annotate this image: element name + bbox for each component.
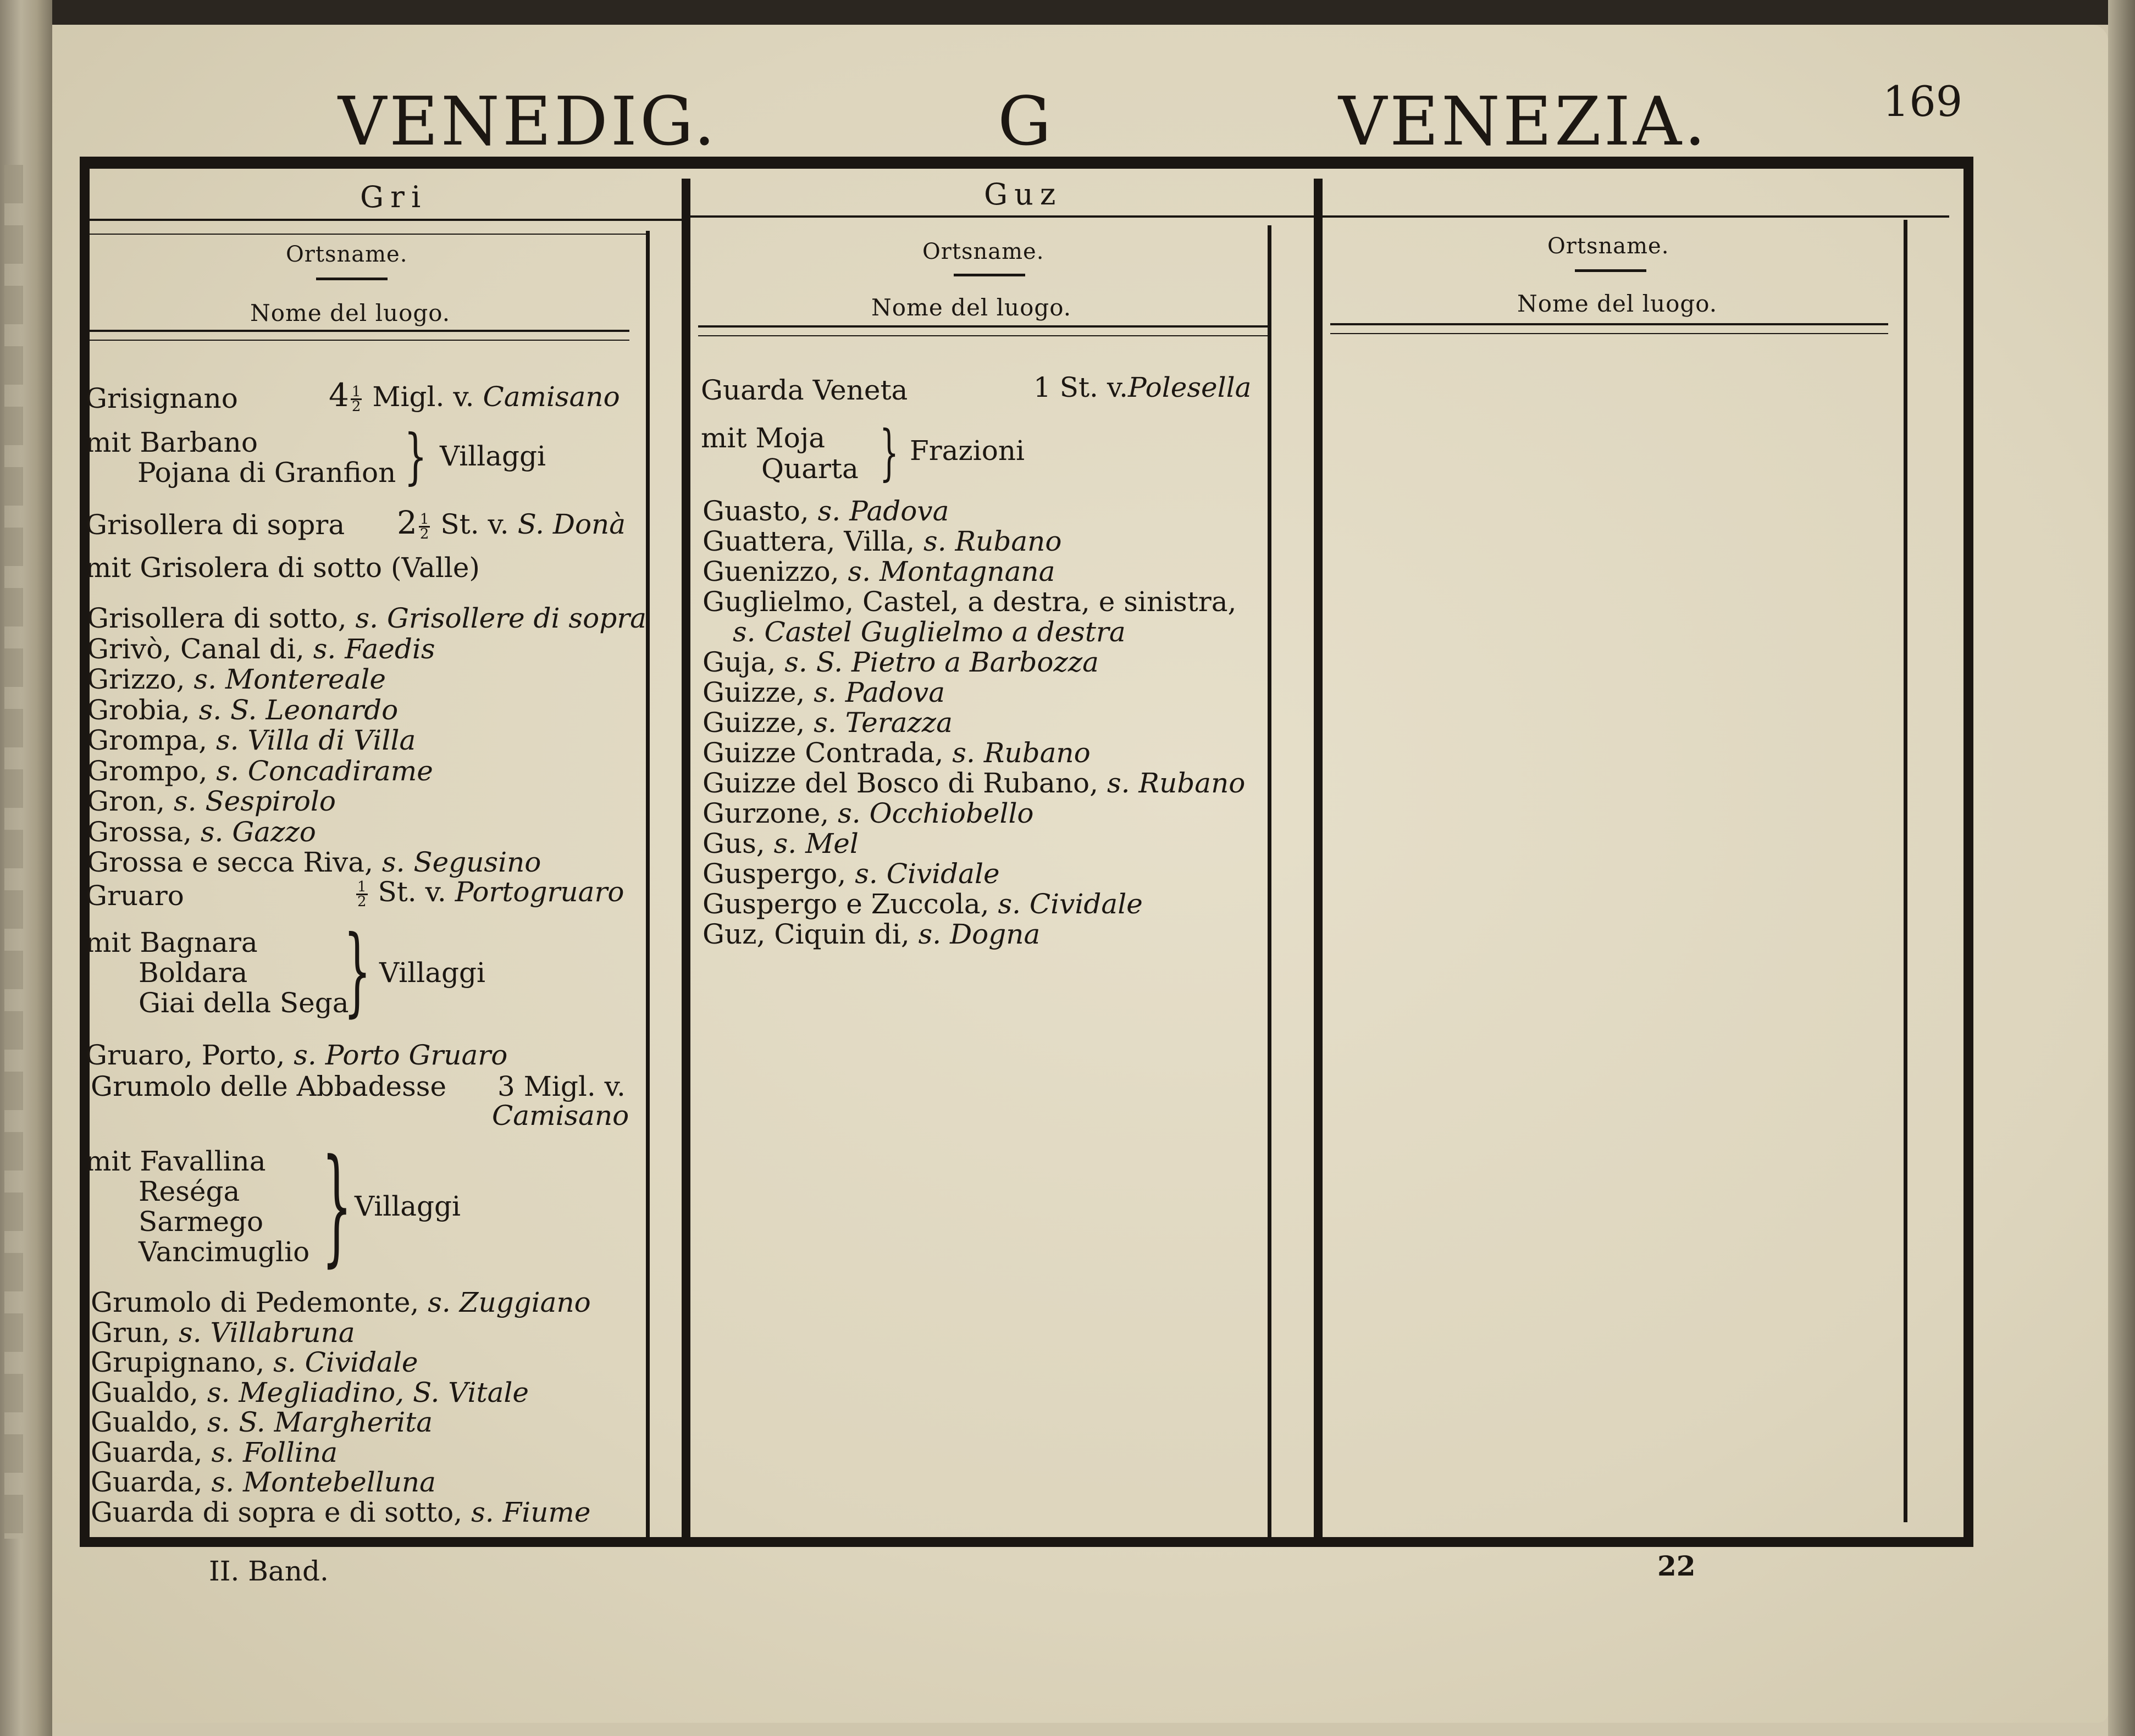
entry-name: Guglielmo, Castel, a destra, e sinistra, [703, 586, 1237, 618]
entry-row [91, 1496, 591, 1528]
group-label: Frazioni [910, 435, 1025, 467]
entry-row [703, 676, 945, 708]
entry-name: Guz, Ciquin di, [703, 918, 910, 950]
fraction-numerator: 1 [357, 878, 367, 895]
group-item: Moja [755, 422, 826, 454]
column-3-short-rule [1575, 269, 1646, 272]
see-abbrev: s. [313, 633, 336, 665]
entry-row [703, 830, 859, 857]
entry-grisollera-sopra-distance [397, 504, 626, 542]
entry-name: Grossa e secca Riva, [87, 846, 373, 878]
mit-label: mit [85, 426, 131, 458]
entry-row [87, 696, 398, 724]
mit-label: mit [701, 422, 747, 454]
page-number: 169 [1883, 77, 1963, 126]
see-abbrev: s. [814, 676, 837, 708]
entry-name: Guarda di sopra e di sotto, [91, 1496, 463, 1528]
entry-row [91, 1408, 433, 1436]
entry-reference: Rubano [983, 737, 1091, 769]
entry-reference: Villabruna [210, 1316, 355, 1349]
distance-fraction [419, 513, 430, 541]
book-right-edge [2108, 0, 2135, 1736]
see-abbrev: s. [838, 797, 861, 829]
distance-whole: 4 [329, 376, 349, 414]
see-abbrev: s. [381, 846, 405, 878]
column-3-rule-b [1330, 333, 1888, 334]
group-label: Villaggi [355, 1190, 461, 1222]
entry-grumolo-place: Camisano [492, 1100, 629, 1132]
see-abbrev: s. [215, 724, 239, 756]
header-right-title: VENEZIA. [1338, 82, 1708, 160]
entry-reference: S. Pietro a Barbozza [816, 646, 1099, 678]
entry-reference: Zuggiano [459, 1286, 591, 1318]
entry-row [703, 769, 1245, 797]
distance-unit: 1 St. v. [1033, 371, 1129, 403]
entry-row [91, 1468, 436, 1496]
inner-divider-2 [1268, 225, 1271, 1541]
column-3-nome: Nome del luogo. [1517, 290, 1718, 317]
see-abbrev: s. [814, 707, 837, 739]
entry-reference: Mel [805, 828, 859, 859]
entry-row [703, 739, 1091, 767]
entry-row [87, 818, 316, 846]
see-abbrev: s. [179, 1316, 202, 1349]
see-abbrev: s. [733, 616, 756, 648]
column-1-rule-a [88, 330, 629, 332]
header-left-title: VENEDIG. [338, 82, 718, 160]
column-1-nome: Nome del luogo. [250, 299, 451, 326]
see-abbrev: s. [211, 1436, 235, 1468]
see-abbrev: s. [216, 755, 239, 787]
distance-whole: 2 [397, 504, 417, 541]
entry-name: Grobia, [87, 694, 190, 726]
entry-name: Gron, [87, 785, 165, 817]
entry-reference: Gazzo [232, 816, 316, 848]
entry-name: Gualdo, [91, 1406, 198, 1438]
entry-name: Guarda, [91, 1436, 203, 1468]
entry-row [87, 757, 433, 785]
column-1-ortsname: Ortsname. [286, 242, 408, 267]
entry-name: Guspergo, [703, 858, 847, 890]
entry-row [733, 618, 1126, 646]
entry-reference: Occhiobello [869, 797, 1034, 829]
entry-name: Gruaro, Porto, [85, 1039, 285, 1071]
see-abbrev: s. [193, 663, 217, 695]
group-item: Sarmego [139, 1206, 264, 1238]
footer-signature: 22 [1657, 1550, 1696, 1582]
group-item: Pojana di Granfion [137, 457, 396, 489]
entry-name: Grossa, [87, 816, 192, 848]
entry-reference: Follina [242, 1436, 338, 1468]
entry-reference: S. Leonardo [230, 694, 399, 726]
entry-row [703, 860, 1000, 888]
see-abbrev: s. [200, 816, 224, 848]
entry-row [87, 604, 646, 632]
entry-name: Guizze, [703, 676, 805, 708]
brace: } [344, 916, 372, 1027]
entry-reference: Fiume [502, 1496, 591, 1528]
entry-reference: S. Margherita [239, 1406, 433, 1438]
fraction-denominator: 2 [419, 525, 429, 542]
entry-row [91, 1346, 418, 1378]
distance-place: S. Donà [517, 508, 626, 540]
entry-reference: Cividale [305, 1346, 418, 1378]
see-abbrev: s. [918, 918, 942, 950]
entry-reference: Cividale [1029, 888, 1143, 920]
distance-unit: St. v. [440, 508, 509, 540]
see-abbrev: s. [923, 525, 947, 557]
entry-name: Gurzone, [703, 797, 829, 829]
column-3-rule-a [1330, 323, 1888, 325]
inner-divider-3 [1904, 220, 1907, 1522]
distance-unit: St. v. [378, 876, 446, 908]
entry-row [703, 525, 1062, 557]
entry-name: Guasto, [703, 495, 809, 527]
see-abbrev: s. [471, 1496, 494, 1528]
group-item: Bagnara [140, 927, 258, 958]
mit-label: mit [85, 927, 131, 958]
see-abbrev: s. [428, 1286, 451, 1318]
header-center-letter: G [998, 82, 1054, 160]
entry-reference: Villa di Villa [247, 724, 416, 756]
see-abbrev: s. [784, 646, 807, 678]
see-abbrev: s. [848, 556, 871, 587]
book-top-edge [0, 0, 2135, 25]
see-abbrev: s. [355, 602, 379, 634]
mit-group-3-prefix [85, 1147, 266, 1175]
entry-reference: Terazza [845, 707, 953, 739]
entry-name: Guizze del Bosco di Rubano, [703, 767, 1099, 799]
entry-row [91, 1436, 338, 1468]
see-abbrev: s. [998, 888, 1021, 920]
see-abbrev: s. [273, 1346, 296, 1378]
brace: } [404, 421, 427, 491]
footer-volume: II. Band. [209, 1555, 329, 1587]
column-1-head-rule [88, 219, 682, 221]
group-item: Reséga [139, 1175, 240, 1207]
fraction-denominator: 2 [357, 893, 367, 910]
column-1-head-rule-2 [88, 234, 646, 235]
column-divider-2 [1314, 179, 1323, 1547]
mit-group-2-prefix [85, 929, 258, 956]
see-abbrev: s. [1107, 767, 1130, 799]
brace: } [322, 1133, 352, 1279]
entry-row [703, 558, 1055, 585]
fraction-denominator: 2 [351, 398, 361, 415]
distance-place: Camisano [483, 381, 620, 413]
see-abbrev: s. [855, 858, 878, 890]
distance-fraction [356, 880, 368, 908]
group-item: Giai della Sega [139, 987, 349, 1019]
entry-row [87, 848, 541, 876]
group-item: Boldara [139, 957, 248, 989]
entry-gruaro: Gruaro [85, 880, 184, 912]
distance-place: Portogruaro [455, 876, 624, 908]
mit-group-prefix [701, 424, 825, 452]
group-label: Villaggi [440, 440, 546, 472]
entry-reference: Montebelluna [242, 1466, 436, 1498]
entry-name: Guizze, [703, 707, 805, 739]
distance-unit: Migl. v. [372, 381, 474, 413]
mit-group-1-prefix [85, 426, 258, 458]
column-2-nome: Nome del luogo. [871, 294, 1072, 321]
entry-reference: Porto Gruaro [325, 1039, 508, 1071]
entry-name: Guja, [703, 646, 776, 678]
entry-row [87, 635, 435, 663]
entry-grisollera-sopra: Grisollera di sopra [85, 509, 345, 541]
entry-name: Grumolo di Pedemonte, [91, 1286, 419, 1318]
see-abbrev: s. [173, 785, 197, 817]
entry-row [87, 787, 336, 815]
see-abbrev: s. [207, 1406, 230, 1438]
entry-gruaro-porto [85, 1041, 507, 1069]
entry-reference: Rubano [955, 525, 1062, 557]
entry-name: Gualdo, [91, 1376, 198, 1408]
entry-row [91, 1316, 355, 1349]
facing-page-edge [4, 165, 23, 1539]
column-1-short-rule [316, 278, 388, 280]
entry-guarda-veneta-distance [1033, 371, 1252, 403]
entry-name: Guattera, Villa, [703, 525, 915, 557]
see-abbrev: s. [198, 694, 222, 726]
group-item: Quarta [761, 453, 859, 485]
entry-name: Grompo, [87, 755, 208, 787]
entry-grisignano [85, 382, 238, 414]
entry-grumolo-distance: 3 Migl. v. [497, 1071, 626, 1102]
column-2-rule-b [698, 335, 1268, 336]
entry-reference: Montagnana [879, 556, 1055, 587]
entry-name: Grompa, [87, 724, 208, 756]
entry-reference: Sespirolo [205, 785, 336, 817]
fraction-numerator: 1 [351, 383, 361, 400]
entry-reference: Grisollere di sopra [386, 602, 646, 634]
entry-reference: Faedis [345, 633, 435, 665]
distance-place: Polesella [1128, 371, 1252, 403]
entry-row [703, 497, 949, 525]
brace: } [880, 417, 899, 487]
entry-grisignano-distance [329, 376, 620, 415]
entry-row [87, 726, 416, 754]
fraction-numerator: 1 [419, 511, 429, 528]
column-2-head-rule [690, 215, 1314, 218]
entry-reference: Dogna [950, 918, 1041, 950]
column-2-title: Guz [984, 177, 1063, 212]
group-item: Barbano [140, 426, 258, 458]
column-2-short-rule [954, 274, 1025, 276]
entry-row [91, 1376, 529, 1408]
book-gutter [0, 0, 52, 1736]
group-item: Vancimuglio [139, 1236, 310, 1268]
see-abbrev: s. [952, 737, 975, 769]
entry-name: Grisollera di sotto, [87, 602, 347, 634]
entry-guarda-veneta: Guarda Veneta [701, 374, 908, 406]
mit-grisolera-sotto: mit Grisolera di sotto (Valle) [85, 552, 480, 584]
entry-reference: Concadirame [247, 755, 433, 787]
inner-divider-1 [646, 231, 650, 1541]
entry-row [703, 890, 1143, 918]
entry-row [703, 648, 1099, 676]
entry-row [703, 586, 1237, 618]
entry-reference: Padova [845, 676, 945, 708]
group-item: Favallina [140, 1145, 266, 1177]
column-2-rule-a [698, 325, 1268, 328]
column-divider-1 [682, 179, 690, 1547]
see-abbrev: s. [817, 495, 841, 527]
group-label: Villaggi [379, 957, 486, 989]
entry-row [91, 1286, 591, 1318]
entry-reference: Rubano [1138, 767, 1246, 799]
entry-reference: Castel Guglielmo a destra [764, 616, 1126, 648]
entry-reference: Montereale [225, 663, 386, 695]
entry-name: Grivò, Canal di, [87, 633, 305, 665]
column-2-ortsname: Ortsname. [922, 239, 1044, 264]
entry-reference: Megliadino, S. Vitale [239, 1376, 529, 1408]
entry-grumolo-abbadesse: Grumolo delle Abbadesse [91, 1071, 447, 1102]
see-abbrev: s. [773, 828, 797, 859]
entry-name: Grizzo, [87, 663, 185, 695]
entry-name: Grun, [91, 1316, 170, 1349]
entry-row [703, 797, 1034, 829]
see-abbrev: s. [211, 1466, 235, 1498]
entry-reference: Segusino [413, 846, 541, 878]
entry-name: Guspergo e Zuccola, [703, 888, 989, 920]
column-3-head-rule [1323, 215, 1949, 218]
distance-fraction [351, 385, 362, 413]
column-1-title: Gri [360, 180, 428, 214]
entry-row [87, 665, 386, 693]
entry-row [703, 920, 1040, 948]
entry-reference: Padova [849, 495, 949, 527]
see-abbrev: s. [207, 1376, 230, 1408]
mit-label: mit [85, 1145, 131, 1177]
entry-name: Gus, [703, 828, 765, 859]
entry-reference: Cividale [886, 858, 1000, 890]
entry-gruaro-distance [355, 878, 624, 908]
entry-name: Guenizzo, [703, 556, 839, 587]
entry-row [703, 707, 953, 739]
see-abbrev: s. [294, 1039, 317, 1071]
entry-name: Guarda, [91, 1466, 203, 1498]
entry-name: Grisignano [85, 382, 238, 414]
entry-name: Guizze Contrada, [703, 737, 944, 769]
column-3-ortsname: Ortsname. [1547, 234, 1669, 259]
entry-name: Grupignano, [91, 1346, 265, 1378]
column-1-rule-b [88, 340, 629, 341]
